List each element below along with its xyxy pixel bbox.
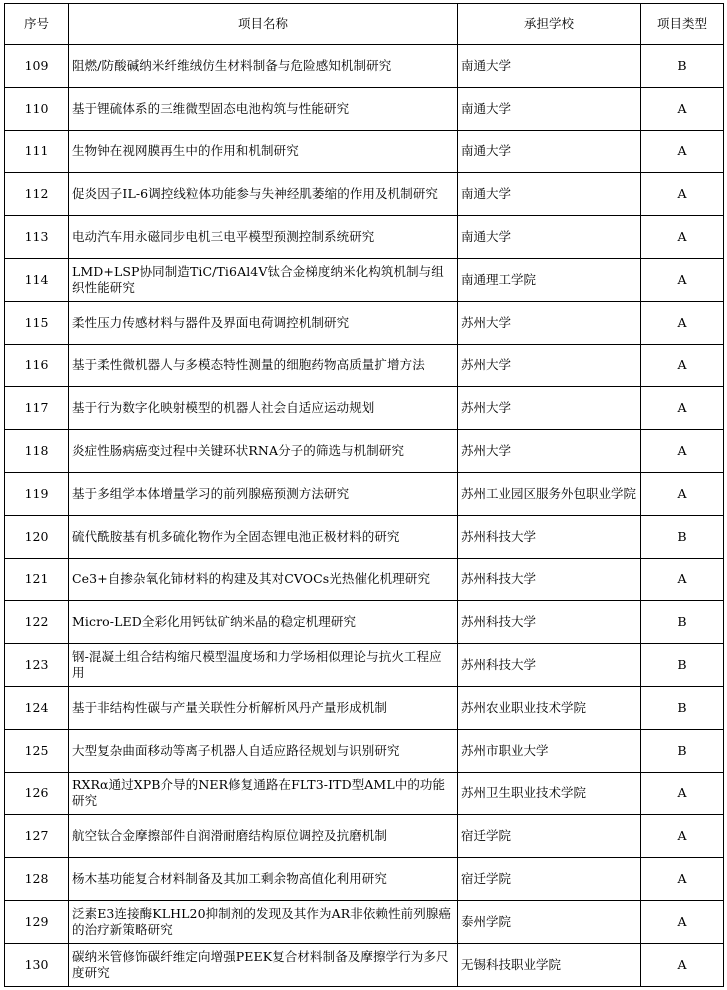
school-name: 无锡科技职业学院 bbox=[458, 943, 641, 986]
school-name: 苏州科技大学 bbox=[458, 601, 641, 644]
project-name: 硫代酰胺基有机多硫化物作为全固态锂电池正极材料的研究 bbox=[69, 515, 458, 558]
row-number: 118 bbox=[5, 430, 69, 473]
table-row bbox=[5, 601, 724, 644]
project-name: 促炎因子IL-6调控线粒体功能参与失神经肌萎缩的作用及机制研究 bbox=[69, 173, 458, 216]
project-name: 碳纳米管修饰碳纤维定向增强PEEK复合材料制备及摩擦学行为多尺度研究 bbox=[69, 943, 458, 986]
row-number: 128 bbox=[5, 858, 69, 901]
project-name: 电动汽车用永磁同步电机三电平模型预测控制系统研究 bbox=[69, 216, 458, 259]
row-number: 121 bbox=[5, 558, 69, 601]
table-row bbox=[5, 858, 724, 901]
school-name: 南通大学 bbox=[458, 216, 641, 259]
row-number: 120 bbox=[5, 515, 69, 558]
school-name: 泰州学院 bbox=[458, 900, 641, 943]
row-number: 122 bbox=[5, 601, 69, 644]
row-number: 110 bbox=[5, 87, 69, 130]
table-row bbox=[5, 216, 724, 259]
row-number: 124 bbox=[5, 686, 69, 729]
row-number: 123 bbox=[5, 644, 69, 687]
project-type: A bbox=[641, 301, 724, 344]
school-name: 苏州工业园区服务外包职业学院 bbox=[458, 472, 641, 515]
project-type: A bbox=[641, 173, 724, 216]
project-name: Micro-LED全彩化用钙钛矿纳米晶的稳定机理研究 bbox=[69, 601, 458, 644]
project-type: A bbox=[641, 344, 724, 387]
school-name: 苏州市职业大学 bbox=[458, 729, 641, 772]
table-row bbox=[5, 558, 724, 601]
school-name: 宿迁学院 bbox=[458, 815, 641, 858]
project-table bbox=[4, 3, 724, 987]
row-number: 119 bbox=[5, 472, 69, 515]
school-name: 苏州卫生职业技术学院 bbox=[458, 772, 641, 815]
project-type: B bbox=[641, 729, 724, 772]
school-name: 南通大学 bbox=[458, 87, 641, 130]
project-name: 阻燃/防酸碱纳米纤维绒仿生材料制备与危险感知机制研究 bbox=[69, 45, 458, 88]
project-type: A bbox=[641, 558, 724, 601]
project-name: 柔性压力传感材料与器件及界面电荷调控机制研究 bbox=[69, 301, 458, 344]
table-body bbox=[5, 45, 724, 987]
row-number: 113 bbox=[5, 216, 69, 259]
header-school: 承担学校 bbox=[458, 4, 641, 45]
header-name: 项目名称 bbox=[69, 4, 458, 45]
project-type: B bbox=[641, 601, 724, 644]
row-number: 109 bbox=[5, 45, 69, 88]
project-name: 基于锂硫体系的三维微型固态电池构筑与性能研究 bbox=[69, 87, 458, 130]
school-name: 苏州大学 bbox=[458, 301, 641, 344]
project-name: 杨木基功能复合材料制备及其加工剩余物高值化利用研究 bbox=[69, 858, 458, 901]
header-type: 项目类型 bbox=[641, 4, 724, 45]
row-number: 117 bbox=[5, 387, 69, 430]
table-row bbox=[5, 344, 724, 387]
school-name: 南通大学 bbox=[458, 130, 641, 173]
school-name: 苏州科技大学 bbox=[458, 644, 641, 687]
row-number: 116 bbox=[5, 344, 69, 387]
school-name: 苏州农业职业技术学院 bbox=[458, 686, 641, 729]
project-name: RXRα通过XPB介导的NER修复通路在FLT3-ITD型AML中的功能研究 bbox=[69, 772, 458, 815]
project-name: 基于非结构性碳与产量关联性分析解析风丹产量形成机制 bbox=[69, 686, 458, 729]
table-row bbox=[5, 258, 724, 301]
school-name: 苏州科技大学 bbox=[458, 558, 641, 601]
project-type: A bbox=[641, 772, 724, 815]
table-row bbox=[5, 772, 724, 815]
table-row bbox=[5, 472, 724, 515]
project-type: B bbox=[641, 515, 724, 558]
project-type: B bbox=[641, 686, 724, 729]
school-name: 苏州大学 bbox=[458, 344, 641, 387]
school-name: 南通大学 bbox=[458, 173, 641, 216]
table-row bbox=[5, 815, 724, 858]
row-number: 111 bbox=[5, 130, 69, 173]
project-type: A bbox=[641, 943, 724, 986]
project-name: 基于行为数字化映射模型的机器人社会自适应运动规划 bbox=[69, 387, 458, 430]
school-name: 苏州大学 bbox=[458, 430, 641, 473]
school-name: 苏州科技大学 bbox=[458, 515, 641, 558]
table-row bbox=[5, 644, 724, 687]
project-type: A bbox=[641, 858, 724, 901]
school-name: 南通大学 bbox=[458, 45, 641, 88]
project-type: A bbox=[641, 430, 724, 473]
table-row bbox=[5, 900, 724, 943]
header-no: 序号 bbox=[5, 4, 69, 45]
project-name: 基于柔性微机器人与多模态特性测量的细胞药物高质量扩增方法 bbox=[69, 344, 458, 387]
school-name: 宿迁学院 bbox=[458, 858, 641, 901]
project-type: B bbox=[641, 45, 724, 88]
table-row bbox=[5, 173, 724, 216]
row-number: 127 bbox=[5, 815, 69, 858]
project-type: A bbox=[641, 87, 724, 130]
table-row bbox=[5, 430, 724, 473]
project-name: Ce3+自掺杂氧化铈材料的构建及其对CVOCs光热催化机理研究 bbox=[69, 558, 458, 601]
row-number: 126 bbox=[5, 772, 69, 815]
project-name: 航空钛合金摩擦部件自润滑耐磨结构原位调控及抗磨机制 bbox=[69, 815, 458, 858]
project-name: 炎症性肠病癌变过程中关键环状RNA分子的筛选与机制研究 bbox=[69, 430, 458, 473]
row-number: 130 bbox=[5, 943, 69, 986]
table-row bbox=[5, 45, 724, 88]
school-name: 南通理工学院 bbox=[458, 258, 641, 301]
project-type: A bbox=[641, 472, 724, 515]
project-type: A bbox=[641, 900, 724, 943]
project-name: 泛素E3连接酶KLHL20抑制剂的发现及其作为AR非依赖性前列腺癌的治疗新策略研究 bbox=[69, 900, 458, 943]
row-number: 112 bbox=[5, 173, 69, 216]
project-name: 基于多组学本体增量学习的前列腺癌预测方法研究 bbox=[69, 472, 458, 515]
table-row bbox=[5, 943, 724, 986]
project-type: A bbox=[641, 216, 724, 259]
table-row bbox=[5, 87, 724, 130]
project-name: 钢-混凝土组合结构缩尺模型温度场和力学场相似理论与抗火工程应用 bbox=[69, 644, 458, 687]
table-row bbox=[5, 387, 724, 430]
project-name: 生物钟在视网膜再生中的作用和机制研究 bbox=[69, 130, 458, 173]
table-row bbox=[5, 729, 724, 772]
project-name: LMD+LSP协同制造TiC/Ti6Al4V钛合金梯度纳米化构筑机制与组织性能研究 bbox=[69, 258, 458, 301]
project-type: A bbox=[641, 815, 724, 858]
header-row bbox=[5, 4, 724, 45]
project-type: B bbox=[641, 644, 724, 687]
row-number: 115 bbox=[5, 301, 69, 344]
school-name: 苏州大学 bbox=[458, 387, 641, 430]
table-row bbox=[5, 301, 724, 344]
row-number: 114 bbox=[5, 258, 69, 301]
table-row bbox=[5, 130, 724, 173]
table-row bbox=[5, 515, 724, 558]
row-number: 125 bbox=[5, 729, 69, 772]
project-type: A bbox=[641, 387, 724, 430]
table-row bbox=[5, 686, 724, 729]
project-name: 大型复杂曲面移动等离子机器人自适应路径规划与识别研究 bbox=[69, 729, 458, 772]
project-type: A bbox=[641, 258, 724, 301]
project-type: A bbox=[641, 130, 724, 173]
row-number: 129 bbox=[5, 900, 69, 943]
